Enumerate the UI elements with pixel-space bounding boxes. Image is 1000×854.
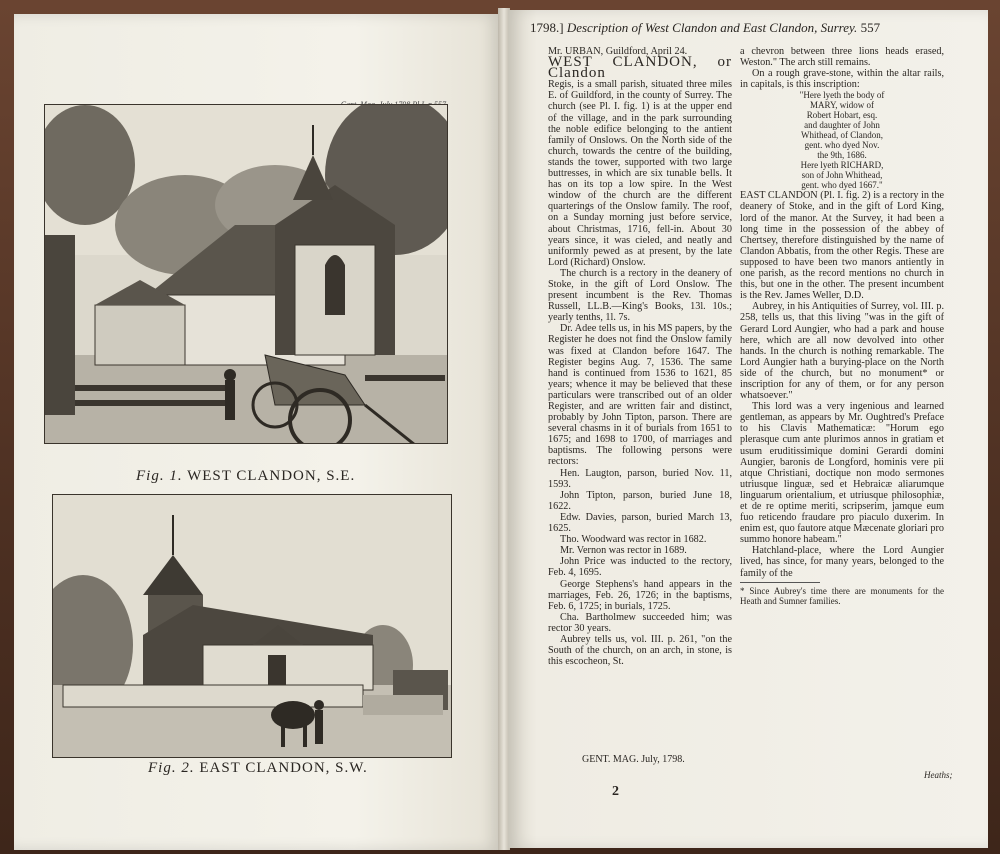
- paragraph: the 9th, 1686.: [817, 150, 867, 161]
- paragraph: "Here lyeth the body of: [799, 90, 885, 101]
- paragraph: This lord was a very ingenious and learned gentleman, as appears by Mr. Oughtred's Preface to his Clavis Mathematicæ: "Horum ego plerasque cum ante plurimos annos in gratiam et usum eruditissimique domini Gerardi domini Aungier, baronis de Longford, hominis vere pii atque Christiani, doctique non modo sermones utriusque linguæ, sed et Hebraicæ aliarumque linguarum orientalium, et utriusque philosophiæ, et de re optime meriti, scripserim, jamque eum fuo reticendo fraudare pro piaculo duxerim. In enim est, quo fautore atque Mæcenate gloriari pro summo honore habeam.": [740, 401, 944, 546]
- paragraph: Aubrey, in his Antiquities of Surrey, vol. III. p. 258, tells us, that this living "was in the gift of Gerard Lord Aungier, who had a park and house here, which are all now devolved into other hands. In the church is nothing remarkable. The Lord Aungier hath a burying-place on the North side of the church, but no monument* or inscription for any of them, or for any person whatsoever.": [740, 301, 944, 402]
- caption-fig-label: Fig. 1.: [136, 468, 183, 484]
- running-head-year: 1798.]: [530, 20, 564, 35]
- paragraph: Regis, is a small parish, situated three miles E. of Guildford, in the county of Surrey. The church (see Pl. I. fig. 1) is at the upper end of the village, and in the park surrounding the noble edifice belonging to the antient family of Onslows. On the North side of the church, towards the centre of the building, stands the tower, supported with two large buttresses, in which are six tunable bells. It has on its top a low spire. In the West window of the church are the different quarterings of the Onslow family. The roof, on a Sunday morning just before service, about Christmas, 1716, fell-in. About 30 years since, it was cieled, and neatly and uniformly pewed as at present, by the late Lord (Richard) Onslow.: [548, 79, 732, 268]
- caption-text: WEST CLANDON, S.E.: [187, 468, 356, 484]
- plate-caption-2: [148, 760, 398, 777]
- paragraph: Tho. Woodward was rector in 1682.: [560, 534, 707, 546]
- paragraph: MARY, widow of: [809, 100, 875, 111]
- paragraph: Edw. Davies, parson, buried March 13, 1625.: [548, 511, 732, 535]
- paragraph: John Price was inducted to the rectory, Feb. 4, 1695.: [548, 556, 732, 579]
- paragraph: Mr. URBAN, Guildford, April 24.: [548, 46, 688, 57]
- text-column-left: [548, 46, 732, 667]
- paragraph: gent. who dyed 1667.": [801, 180, 883, 191]
- signature-mark: 2: [612, 784, 619, 799]
- catchword: Heaths;: [924, 770, 953, 780]
- paragraph: Hatchland-place, where the Lord Aungier lived, has since, for many years, belonged to the family of the: [740, 545, 944, 579]
- paragraph: Robert Hobart, esq.: [806, 110, 878, 121]
- paragraph: Mr. Vernon was rector in 1689.: [560, 545, 687, 557]
- running-head: [530, 20, 970, 36]
- paragraph: WEST CLANDON, or Clandon: [548, 54, 732, 82]
- plate-caption-1: [136, 468, 386, 485]
- page-number: 557: [860, 20, 881, 35]
- paragraph: Whithead, of Clandon,: [801, 130, 883, 141]
- paragraph: Here lyeth RICHARD,: [800, 160, 884, 171]
- east-clandon-church-illustration: [53, 495, 451, 757]
- paragraph: Cha. Bartholmew succeeded him; was rector 30 years.: [548, 611, 732, 634]
- running-head-title: Description of West Clandon and East Clandon, Surrey.: [566, 20, 858, 35]
- paragraph: son of John Whithead,: [801, 170, 883, 181]
- paragraph: The church is a rectory in the deanery of Stoke, in the gift of Lord Onslow. The present incumbent is the Rev. Thomas Russell, LL.B.—King's Books, 13l. 10s.; yearly tenths, 1l. 7s.: [548, 267, 732, 324]
- engraving-west-clandon: [44, 104, 448, 444]
- paragraph: George Stephens's hand appears in the marriages, Feb. 26, 1726; in the baptisms, Feb. 6, 1725; in burials, 1725.: [548, 578, 732, 612]
- west-clandon-church-illustration: [45, 105, 447, 443]
- footer-imprint: GENT. MAG. July, 1798.: [582, 754, 685, 765]
- paragraph: Dr. Adee tells us, in his MS papers, by the Register he does not find the Onslow family was fixed at Clandon before 1647. The Register begins Aug. 7, 1536. The same hand is continued from 1536 to 1621, 85 years; whence it may be believed that these particulars were transcribed out of an older Register, and are written fair and distinct, probably by John Tipton, parson. There are several chasms in it of burials from 1651 to 1675; and 1698 to 1700, of marriages and baptisms. The following persons were rectors:: [548, 323, 732, 468]
- paragraph: Hen. Laugton, parson, buried Nov. 11, 1593.: [548, 467, 732, 490]
- paragraph: EAST CLANDON (Pl. I. fig. 2) is a rectory in the deanery of Stoke, and in the gift of Lord King, lord of the manor. At the Survey, it had been a long time in the possession of the abbey of Chertsey, therefore distinguished by the name of Clandon Abbatis, from the other Regis. These are supposed to have been two manors antiently in one parish, as the record mentions no church in this, but one in the other. The present incumbent is the Rev. James Weller, D.D.: [740, 190, 944, 302]
- paragraph: Aubrey tells us, vol. III. p. 261, "on the South of the church, on an arch, in stone, is this escocheon, St.: [548, 633, 732, 668]
- caption-fig-label: Fig. 2.: [148, 760, 195, 776]
- caption-text: EAST CLANDON, S.W.: [199, 760, 368, 776]
- engraving-east-clandon: [52, 494, 452, 758]
- footnote: * Since Aubrey's time there are monuments for the Heath and Sumner families.: [740, 585, 944, 606]
- paragraph: and daughter of John: [804, 120, 880, 131]
- paragraph: John Tipton, parson, buried June 18, 1622.: [548, 489, 732, 512]
- paragraph: gent. who dyed Nov.: [804, 140, 880, 151]
- paragraph: a chevron between three lions heads erased, Weston." The arch still remains.: [740, 46, 944, 69]
- text-column-right: [740, 46, 944, 606]
- paragraph: On a rough grave-stone, within the altar rails, in capitals, is this inscription:: [740, 68, 944, 91]
- footnote-rule: [740, 582, 820, 583]
